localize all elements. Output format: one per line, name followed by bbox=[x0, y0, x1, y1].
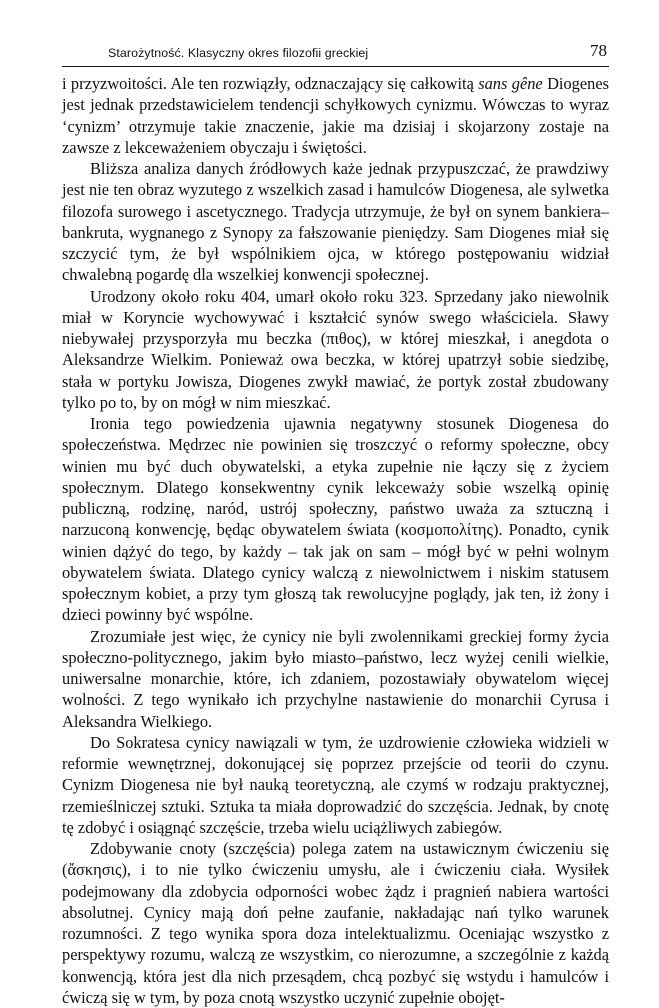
running-header bbox=[62, 42, 609, 67]
paragraph-1-after: Diogenes jest jednak przedstawicielem tendencji schyłkowych cynizmu. Wówczas to wyraz ‘cynizm’ otrzymuje takie znaczenie, jakie ma dzisiaj i skojarzony zostaje na zawsze z lekceważeniem obyczaju i świętości. bbox=[62, 74, 609, 157]
running-title: Starożytność. Klasyczny okres filozofii greckiej bbox=[108, 46, 369, 60]
page-number: 78 bbox=[590, 41, 607, 60]
body-text bbox=[62, 73, 609, 1008]
paragraph-5: Zrozumiałe jest więc, że cynicy nie byli zwolennikami greckiej formy życia społeczno-politycznego, jakim było miasto–państwo, lecz wyżej cenili wielkie, uniwersalne monarchie, które, ich zdaniem, pozostawiały obywatelom więcej wolności. Z tego wynikało ich przychylne nastawienie do monarchii Cyrusa i Aleksandra Wielkiego. bbox=[62, 626, 609, 731]
paragraph-2: Bliższa analiza danych źródłowych każe jednak przypuszczać, że prawdziwy jest nie ten obraz wyzutego z wszelkich zasad i hamulców Diogenesa, ale sylwetka filozofa surowego i ascetycznego. Tradycja utrzymuje, że był on synem bankiera–bankruta, wygnanego z Synopy za fałszowanie pieniędzy. Sam Diogenes miał się szczycić tym, że był wspólnikiem ojca, w którego postępowaniu widział chwalebną pogardę dla wszelkiej konwencji społecznej. bbox=[62, 159, 609, 285]
paragraph-7: Zdobywanie cnoty (szczęścia) polega zatem na ustawicznym ćwiczeniu się (ἄσκησις), i to nie tylko ćwiczeniu umysłu, ale i ćwiczeniu ciała. Wysiłek podejmowany dla zdobycia odporności wobec żądz i pragnień nabiera wartości absolutnej. Cynicy mają doń pełne zaufanie, nakładając nań tylko warunek rozumności. Z tego wynika spora doza intelektualizmu. Oceniając wszystko z perspektywy rozumu, walczą ze wszystkim, co nierozumne, a szczególnie z każdą konwencją, która jest dla nich przesądem, chcą pozbyć się wstydu i hamulców i ćwiczą się w tym, by poza cnotą wszystko uczynić zupełnie obojęt- bbox=[62, 839, 609, 1007]
italic-phrase: sans gêne bbox=[478, 74, 543, 93]
paragraph-1 bbox=[62, 73, 609, 158]
paragraph-3: Urodzony około roku 404, umarł około roku 323. Sprzedany jako niewolnik miał w Koryncie wychowywać i kształcić synów swego właściciela. Sławy niebywałej przysporzyła mu beczka (πιθος), w której mieszkał, i anegdota o Aleksandrze Wielkim. Ponieważ owa beczka, w której upatrzył sobie siedzibę, stała w portyku Jowisza, Diogenes zwykł mawiać, że portyk został zbudowany tylko po to, by on mógł w nim mieszkać. bbox=[62, 286, 609, 412]
paragraph-6: Do Sokratesa cynicy nawiązali w tym, że uzdrowienie człowieka widzieli w reformie wewnętrznej, dokonującej się poprzez przejście od teorii do czynu. Cynizm Diogenesa nie był nauką teoretyczną, ale czymś w rodzaju praktycznej, rzemieślniczej sztuki. Sztuka ta miała doprowadzić do szczęścia. Jednak, by cnotę tę zdobyć i osiągnąć szczęście, trzeba wielu uciążliwych zabiegów. bbox=[62, 732, 609, 837]
paragraph-1-before: i przyzwoitości. Ale ten rozwiązły, odznaczający się całkowitą bbox=[62, 74, 479, 93]
paragraph-4: Ironia tego powiedzenia ujawnia negatywny stosunek Diogenesa do społeczeństwa. Mędrzec nie powinien się troszczyć o reformy społeczne, obcy winien mu być duch obywatelski, a etyka zupełnie nie łączy się z życiem społecznym. Dlatego konsekwentny cynik lekceważy sobie wszelką opinię publiczną, rodzinę, naród, ustrój społeczny, państwo uważa za sztuczną i narzuconą konwencję, będąc obywatelem świata (κοσμοπολίτης). Ponadto, cynik winien dążyć do tego, by każdy – tak jak on sam – mógł być w pełni wolnym obywatelem świata. Dlatego cynicy walczą z niewolnictwem i niskim statusem społecznym kobiet, a przy tym głoszą tak rewolucyjne poglądy, jak ten, iż żony i dzieci powinny być wspólne. bbox=[62, 414, 609, 625]
